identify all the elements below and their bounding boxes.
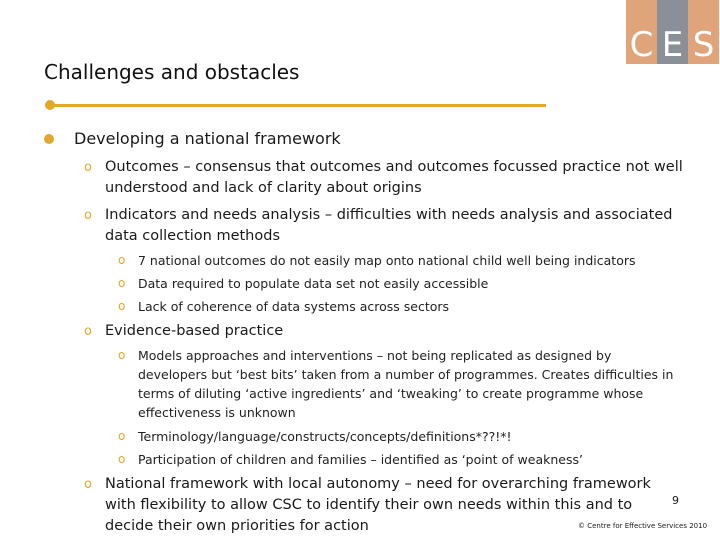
slide-title: Challenges and obstacles bbox=[44, 60, 300, 84]
logo-letter-e: E bbox=[657, 0, 688, 64]
bullet-circle-icon: o bbox=[118, 299, 126, 313]
bullet-circle-icon: o bbox=[118, 429, 126, 443]
bullet-dot-icon bbox=[44, 134, 54, 144]
page-number: 9 bbox=[672, 494, 679, 507]
indicators-text: – difficulties with needs analysis and associated data collection methods bbox=[105, 207, 673, 244]
bullet-circle-icon: o bbox=[118, 253, 126, 267]
bullet-circle-icon: o bbox=[84, 208, 92, 223]
evidence-label: Evidence-based practice bbox=[105, 323, 284, 339]
bullet-circle-icon: o bbox=[84, 324, 92, 339]
main-bullet-text: Developing a national framework bbox=[74, 129, 341, 148]
title-underline bbox=[50, 104, 546, 107]
outcomes-text: – consensus that outcomes and outcomes focussed practice not well understood and lack of clarity about origins bbox=[105, 159, 683, 196]
outcomes-label: Outcomes bbox=[105, 159, 179, 175]
ces-logo bbox=[626, 0, 719, 64]
logo-letter-c: C bbox=[626, 0, 657, 64]
bullet-circle-icon: o bbox=[118, 348, 126, 362]
bullet-circle-icon: o bbox=[84, 477, 92, 492]
national-text: – need for overarching framework with flexibility to allow CSC to identify their own needs within this and to decide their own priorities for action bbox=[105, 476, 651, 534]
indicators-sub-text: 7 national outcomes do not easily map onto national child well being indicators bbox=[138, 253, 636, 268]
indicators-sub-text: Lack of coherence of data systems across sectors bbox=[138, 299, 450, 314]
evidence-sub-text: Models approaches and interventions – not being replicated as designed by developers but ‘best bits’ taken from a number of programmes. Creates difficulties in terms of diluting ‘active ingredients’ and ‘tweaking’ to create programme whose effectiveness is unknown bbox=[138, 348, 674, 420]
bullet-circle-icon: o bbox=[118, 276, 126, 290]
bullet-circle-icon: o bbox=[118, 452, 126, 466]
evidence-sub-text: Participation of children and families – identified as ‘point of weakness’ bbox=[138, 452, 583, 467]
title-bullet-icon bbox=[45, 100, 55, 110]
footer-copyright: © Centre for Effective Services 2010 bbox=[578, 522, 708, 530]
national-label: National framework with local autonomy bbox=[105, 476, 400, 492]
evidence-sub-text: Terminology/language/constructs/concepts/definitions*??!*! bbox=[138, 429, 512, 444]
indicators-label: Indicators and needs analysis bbox=[105, 207, 321, 223]
logo-letter-s: S bbox=[688, 0, 719, 64]
indicators-sub-text: Data required to populate data set not easily accessible bbox=[138, 276, 489, 291]
bullet-circle-icon: o bbox=[84, 160, 92, 175]
